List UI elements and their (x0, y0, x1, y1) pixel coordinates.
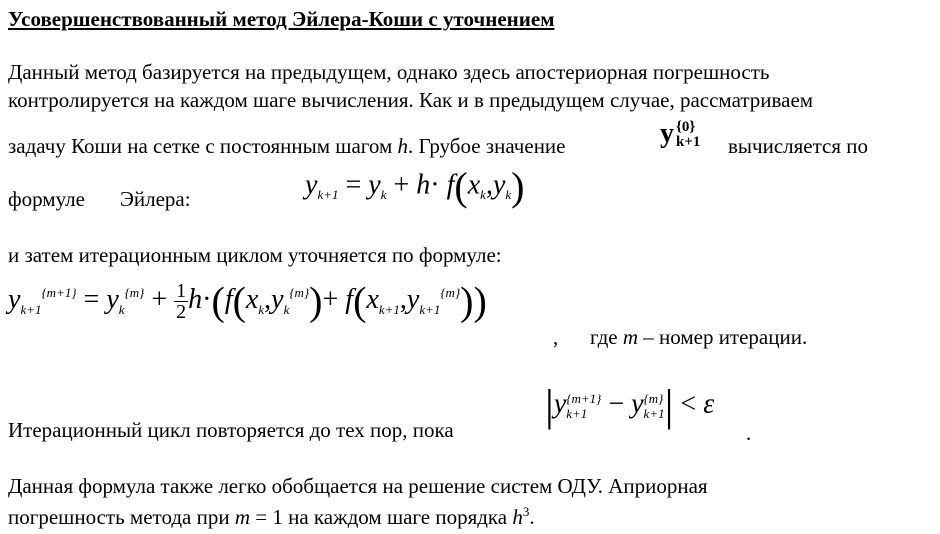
para4-line2-eq: = 1 на каждом шаге порядка (250, 505, 513, 529)
para3-dot: . (746, 421, 752, 445)
iteration-formula: $y_{k+1}^{\{m+1\}} = y_k^{\{m\}}$ + $\frac{1}{2}$ $h\cdot(f(x_k,y_k^{\{m\}})+ f(x_{k+1},y_{k+1}^{\{m\}}))$ (8, 278, 487, 324)
h-exponent: 3 (522, 504, 530, 519)
para1-line4-a: формуле (8, 187, 85, 211)
m-symbol: m (622, 325, 638, 349)
h-symbol-2: h (512, 505, 523, 529)
para4-line2-end: . (529, 505, 535, 529)
para1-line4-b: Эйлера: (120, 187, 191, 211)
para1-line3-mid: . Грубое значение (408, 134, 566, 158)
iter-note (590, 325, 807, 349)
iter-note-comma: , (553, 325, 559, 349)
para4-line1: Данная формула также легко обобщается на решение систем ОДУ. Априорная (8, 474, 708, 498)
para3-text: Итерационный цикл повторяется до тех пор, пока (8, 418, 454, 442)
page-title: Усовершенствованный метод Эйлера-Коши с уточнением (8, 7, 555, 31)
formula-y-k1-0: y {0} k+1 (660, 118, 701, 150)
para1-line2: контролируется на каждом шаге вычисления. Как и в предыдущем случае, рассматриваем (8, 88, 814, 112)
h-symbol: h (397, 134, 409, 158)
euler-formula: $y_{k+1} = y_k + h\cdot f(x_k,y_k)$ (305, 164, 525, 209)
para1-line3-post: вычисляется по (728, 134, 869, 158)
convergence-formula: |y {m+1} k+1 − y {m} k+1 | < ε (545, 381, 715, 430)
iter-note-post: – номер итерации. (638, 325, 808, 349)
m-symbol-2: m (234, 505, 250, 529)
para4-line2-pre: погрешность метода при (8, 505, 235, 529)
iter-note-pre: где (590, 325, 623, 349)
para1-line3-pre: задачу Коши на сетке с постоянным шагом (8, 134, 398, 158)
para1-line3 (8, 134, 566, 158)
para4-line2 (8, 500, 535, 529)
para1-line1: Данный метод базируется на предыдущем, однако здесь апостериорная погрешность (8, 60, 770, 84)
para2-text: и затем итерационным циклом уточняется по формуле: (8, 243, 502, 267)
